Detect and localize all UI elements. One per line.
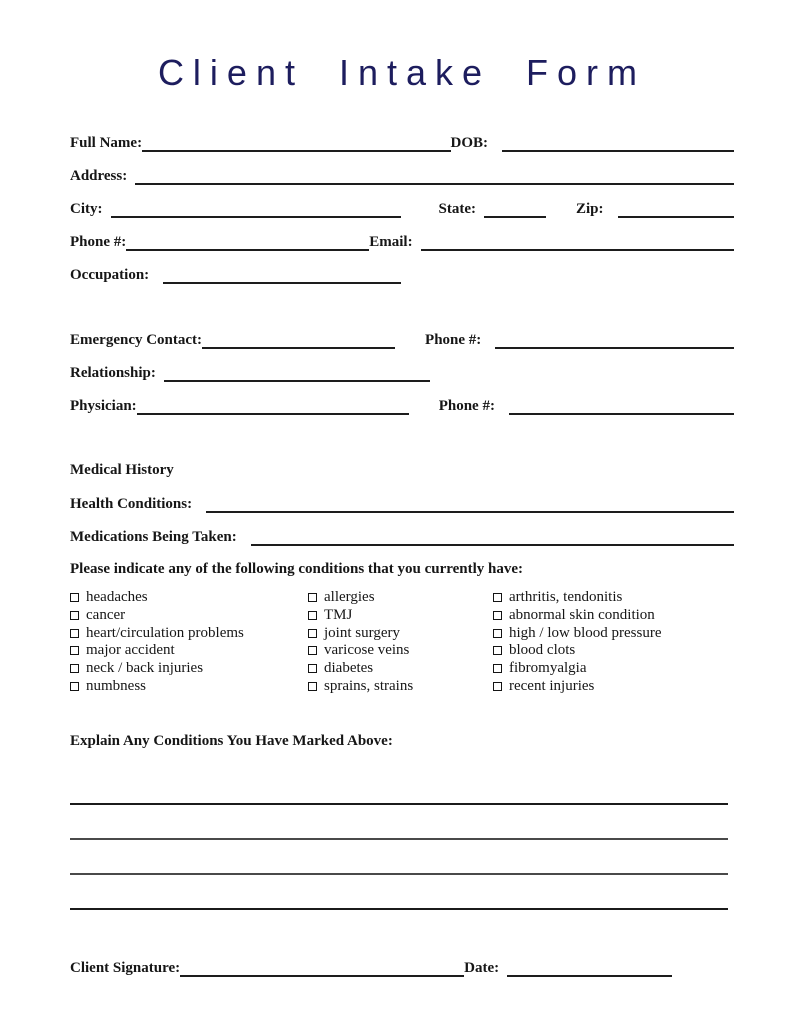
checkbox-icon[interactable]: [308, 682, 317, 691]
dob-input[interactable]: [502, 136, 734, 152]
condition-label: TMJ: [324, 607, 353, 624]
row-physician: [70, 397, 734, 415]
conditions-column-1: [70, 589, 308, 695]
checkbox-icon[interactable]: [308, 629, 317, 638]
relationship-label: Relationship:: [70, 365, 156, 381]
row-emergency-contact: [70, 331, 734, 349]
condition-joint-surgery[interactable]: [308, 624, 493, 642]
checkbox-icon[interactable]: [493, 593, 502, 602]
explain-line-3[interactable]: [70, 840, 728, 875]
occupation-input[interactable]: [163, 268, 401, 284]
health-conditions-label: Health Conditions:: [70, 496, 193, 512]
condition-label: arthritis, tendonitis: [509, 589, 623, 606]
checkbox-icon[interactable]: [493, 611, 502, 620]
emergency-contact-input[interactable]: [202, 333, 395, 349]
condition-label: recent injuries: [509, 677, 595, 694]
checkbox-icon[interactable]: [308, 664, 317, 673]
physician-phone-label: Phone #:: [438, 398, 495, 414]
emergency-contact-label: Emergency Contact:: [70, 332, 203, 348]
checkbox-icon[interactable]: [70, 629, 79, 638]
checkbox-icon[interactable]: [493, 664, 502, 673]
row-medications: [70, 528, 734, 546]
row-signature: [70, 959, 734, 977]
state-input[interactable]: [484, 202, 546, 218]
row-relationship: [70, 364, 734, 382]
address-input[interactable]: [135, 169, 734, 185]
relationship-input[interactable]: [164, 366, 430, 382]
page-title: Client Intake Form: [157, 52, 647, 93]
medications-label: Medications Being Taken:: [70, 529, 237, 545]
email-input[interactable]: [421, 235, 734, 251]
condition-fibromyalgia[interactable]: [493, 660, 734, 678]
zip-input[interactable]: [618, 202, 734, 218]
row-health-conditions: [70, 495, 734, 513]
checkbox-icon[interactable]: [70, 593, 79, 602]
condition-recent-injuries[interactable]: [493, 677, 734, 695]
checkbox-icon[interactable]: [70, 646, 79, 655]
checkbox-icon[interactable]: [308, 611, 317, 620]
condition-label: varicose veins: [324, 642, 410, 659]
health-conditions-input[interactable]: [206, 497, 734, 513]
medical-history-heading: Medical History: [70, 462, 174, 478]
explain-line-1[interactable]: [70, 770, 728, 805]
condition-label: high / low blood pressure: [509, 624, 662, 641]
condition-blood-pressure[interactable]: [493, 624, 734, 642]
date-input[interactable]: [507, 961, 672, 977]
condition-heart-circulation[interactable]: [70, 624, 308, 642]
email-label: Email:: [369, 234, 413, 250]
condition-label: diabetes: [324, 660, 374, 677]
condition-label: cancer: [86, 607, 126, 624]
condition-neck-back-injuries[interactable]: [70, 660, 308, 678]
occupation-label: Occupation:: [70, 267, 150, 283]
condition-label: fibromyalgia: [509, 660, 587, 677]
dob-label: DOB:: [450, 135, 488, 151]
condition-major-accident[interactable]: [70, 642, 308, 660]
condition-cancer[interactable]: [70, 607, 308, 625]
checkbox-icon[interactable]: [493, 682, 502, 691]
condition-label: allergies: [324, 589, 375, 606]
condition-label: sprains, strains: [324, 677, 414, 694]
condition-tmj[interactable]: [308, 607, 493, 625]
explain-line-4[interactable]: [70, 875, 728, 910]
condition-diabetes[interactable]: [308, 660, 493, 678]
condition-label: abnormal skin condition: [509, 607, 655, 624]
condition-sprains-strains[interactable]: [308, 677, 493, 695]
checkbox-icon[interactable]: [70, 664, 79, 673]
conditions-grid: [70, 589, 734, 695]
phone-label: Phone #:: [70, 234, 127, 250]
client-signature-input[interactable]: [180, 961, 464, 977]
full-name-input[interactable]: [142, 136, 450, 152]
checkbox-icon[interactable]: [70, 611, 79, 620]
conditions-column-2: [308, 589, 493, 695]
physician-phone-input[interactable]: [509, 399, 734, 415]
conditions-prompt: Please indicate any of the following conditions that you currently have:: [70, 561, 524, 577]
physician-label: Physician:: [70, 398, 137, 414]
row-occupation: [70, 266, 734, 284]
city-input[interactable]: [111, 202, 401, 218]
condition-label: blood clots: [509, 642, 576, 659]
address-label: Address:: [70, 168, 128, 184]
emergency-phone-input[interactable]: [495, 333, 734, 349]
checkbox-icon[interactable]: [493, 629, 502, 638]
checkbox-icon[interactable]: [70, 682, 79, 691]
condition-blood-clots[interactable]: [493, 642, 734, 660]
explain-heading: Explain Any Conditions You Have Marked Above:: [70, 733, 393, 750]
condition-label: joint surgery: [324, 624, 400, 641]
condition-label: major accident: [86, 642, 175, 659]
medications-input[interactable]: [251, 530, 734, 546]
city-label: City:: [70, 201, 103, 217]
row-address: [70, 167, 734, 185]
condition-label: numbness: [86, 677, 146, 694]
row-fullname-dob: [70, 134, 734, 152]
condition-numbness[interactable]: [70, 677, 308, 695]
row-phone-email: [70, 233, 734, 251]
condition-label: heart/circulation problems: [86, 624, 244, 641]
checkbox-icon[interactable]: [493, 646, 502, 655]
condition-abnormal-skin[interactable]: [493, 607, 734, 625]
condition-label: neck / back injuries: [86, 660, 204, 677]
explain-line-2[interactable]: [70, 805, 728, 840]
physician-input[interactable]: [137, 399, 409, 415]
state-label: State:: [438, 201, 476, 217]
conditions-column-3: [493, 589, 734, 695]
condition-label: headaches: [86, 589, 148, 606]
row-city-state-zip: [70, 200, 734, 218]
condition-headaches[interactable]: [70, 589, 308, 607]
condition-allergies[interactable]: [308, 589, 493, 607]
emergency-phone-label: Phone #:: [425, 332, 482, 348]
date-label: Date:: [464, 960, 500, 977]
full-name-label: Full Name:: [70, 135, 143, 151]
checkbox-icon[interactable]: [308, 593, 317, 602]
checkbox-icon[interactable]: [308, 646, 317, 655]
condition-arthritis-tendonitis[interactable]: [493, 589, 734, 607]
client-signature-label: Client Signature:: [70, 960, 181, 977]
phone-input[interactable]: [126, 235, 369, 251]
condition-varicose-veins[interactable]: [308, 642, 493, 660]
zip-label: Zip:: [576, 201, 604, 217]
